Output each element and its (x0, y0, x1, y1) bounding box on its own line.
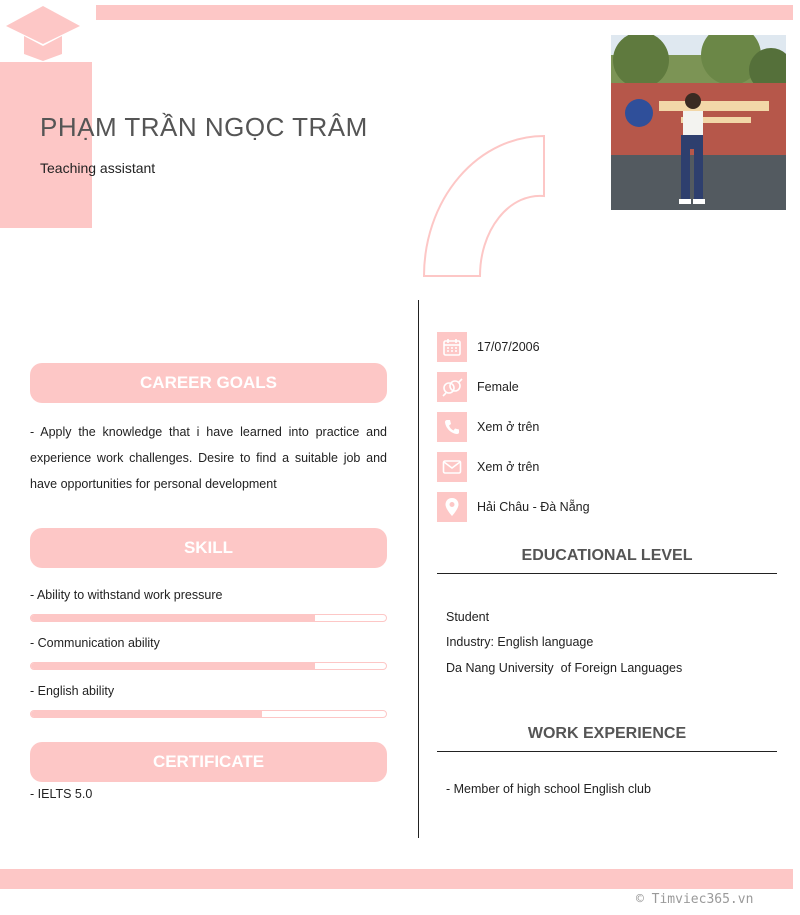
candidate-name: PHẠM TRẦN NGỌC TRÂM (40, 112, 368, 142)
bottom-accent-bar (0, 869, 793, 889)
contact-email (437, 452, 539, 482)
footer-watermark: © Timviec365.vn (636, 892, 754, 907)
certificate-heading: CERTIFICATE (30, 742, 387, 782)
education-heading: EDUCATIONAL LEVEL (521, 547, 693, 564)
skill-label: - Communication ability (30, 636, 160, 650)
phone-text: Xem ở trên (477, 420, 540, 434)
left-accent-block (0, 62, 92, 228)
education-line: Student (446, 610, 490, 624)
career-goals-heading: CAREER GOALS (30, 363, 387, 403)
decorative-arc (420, 134, 548, 278)
top-accent-bar (96, 5, 793, 20)
gender-icon (437, 372, 467, 402)
location-icon (437, 492, 467, 522)
skill-label: - English ability (30, 684, 115, 698)
birthday-text: 17/07/2006 (477, 340, 540, 354)
education-underline (437, 573, 777, 574)
education-line: Industry: English language (446, 635, 594, 649)
skill-bar (30, 710, 387, 718)
education-line: Da Nang University of Foreign Languages (446, 661, 683, 675)
gender-text: Female (477, 380, 519, 394)
skill-bar (30, 662, 387, 670)
calendar-icon (437, 332, 467, 362)
email-icon (437, 452, 467, 482)
skill-label: - Ability to withstand work pressure (30, 588, 223, 602)
address-text: Hải Châu - Đà Nẵng (477, 500, 590, 514)
contact-gender (437, 372, 519, 402)
email-text: Xem ở trên (477, 460, 540, 474)
skill-bar-fill (31, 711, 262, 717)
graduation-cap-icon (4, 4, 82, 62)
certificate-text: - IELTS 5.0 (30, 787, 93, 801)
skill-heading: SKILL (30, 528, 387, 568)
career-goals-text: - Apply the knowledge that i have learned into practice and experience work challenges. Desire to find a suitable job and have opportunities for personal development (30, 425, 387, 491)
work-experience-underline (437, 751, 777, 752)
phone-icon (437, 412, 467, 442)
column-divider (418, 300, 419, 838)
work-experience-text: - Member of high school English club (446, 782, 651, 796)
skill-bar-fill (31, 663, 315, 669)
profile-photo (611, 35, 786, 210)
contact-address (437, 492, 590, 522)
contact-phone (437, 412, 539, 442)
work-experience-heading: WORK EXPERIENCE (527, 725, 687, 742)
candidate-role: Teaching assistant (40, 160, 156, 176)
skill-bar-fill (31, 615, 315, 621)
skill-bar (30, 614, 387, 622)
contact-birthday (437, 332, 540, 362)
